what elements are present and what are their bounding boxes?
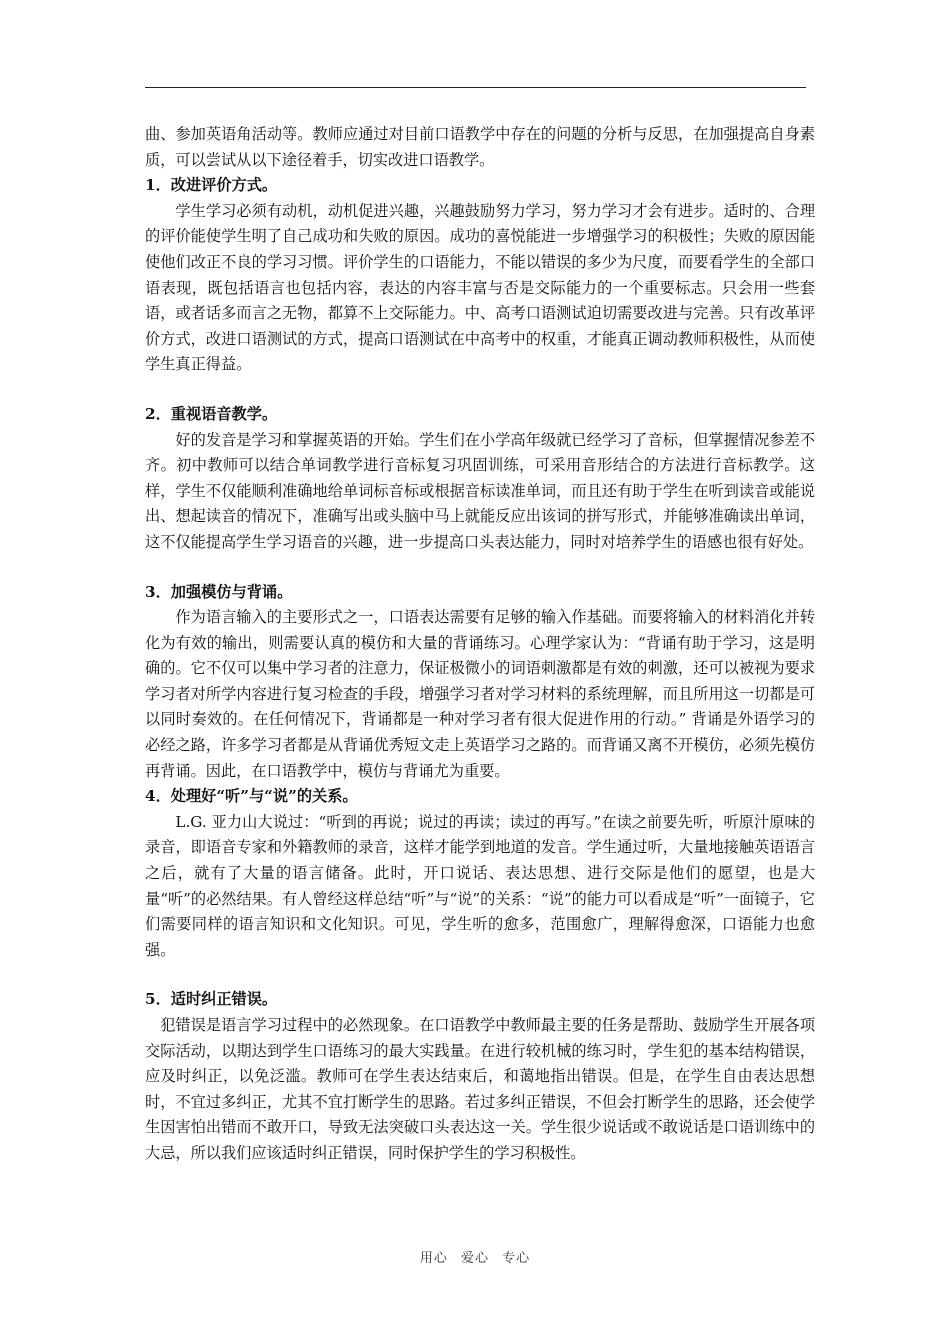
section-1-heading: 1．改进评价方式。 <box>145 176 278 195</box>
section-gap <box>145 378 815 402</box>
section-gap <box>145 963 815 987</box>
section-3-body: 作为语言输入的主要形式之一，口语表达需要有足够的输入作基础。而要将输入的材料消化并转化为有效的输出，则需要认真的模仿和大量的背诵练习。心理学家认为：“背诵有助于学习，这是明确的。它不仅可以集中学习者的注意力，保证极微小的词语刺激都是有效的刺激，还可以被视为要求学习者对所学内容进行复习检查的手段，增强学习者对学习材料的系统理解，而且所用这一切都是可以同时奏效的。在任何情况下，背诵都是一种对学习者有很大促进作用的行动。” 背诵是外语学习的必经之路，许多学习者都是从背诵优秀短文走上英语学习之路的。而背诵又离不开模仿，必须先模仿再背诵。因此，在口语教学中，模仿与背诵尤为重要。 <box>145 608 815 780</box>
document-body <box>145 122 815 1167</box>
section-3-heading: 3．加强模仿与背诵。 <box>145 582 293 601</box>
section-5-body: 犯错误是语言学习过程中的必然现象。在口语教学中教师最主要的任务是帮助、鼓励学生开展各项交际活动，以期达到学生口语练习的最大实践量。在进行较机械的练习时，学生犯的基本结构错误，应及时纠正，以免泛滥。教师可在学生表达结束后，和蔼地指出错误。但是，在学生自由表达思想时，不宜过多纠正，尤其不宜打断学生的思路。若过多纠正错误，不但会打断学生的思路，还会使学生因害怕出错而不敢开口，导致无法突破口头表达这一关。学生很少说话或不敢说话是口语训练中的大忌，所以我们应该适时纠正错误，同时保护学生的学习积极性。 <box>145 1016 815 1162</box>
intro-paragraph: 曲、参加英语角活动等。教师应通过对目前口语教学中存在的问题的分析与反思，在加强提高自身素质，可以尝试从以下途径着手，切实改进口语教学。 <box>145 125 815 169</box>
section-5-heading: 5．适时纠正错误。 <box>145 990 278 1009</box>
section-2-heading: 2．重视语音教学。 <box>145 404 278 423</box>
page-footer: 用心 爱心 专心 <box>419 1251 531 1266</box>
section-1-body: 学生学习必须有动机，动机促进兴趣，兴趣鼓励努力学习，努力学习才会有进步。适时的、合理的评价能使学生明了自己成功和失败的原因。成功的喜悦能进一步增强学习的积极性；失败的原因能使他们改正不良的学习习惯。评价学生的口语能力，不能以错误的多少为尺度，而要看学生的全部口语表现，既包括语言也包括内容，表达的内容丰富与否是交际能力的一个重要标志。只会用一些套语，或者话多而言之无物，都算不上交际能力。中、高考口语测试迫切需要改进与完善。只有改革评价方式，改进口语测试的方式，提高口语测试在中高考中的权重，才能真正调动教师积极性，从而使学生真正得益。 <box>145 201 815 374</box>
section-4-body: L.G. 亚力山大说过：“听到的再说；说过的再读；读过的再写。”在读之前要先听，听原汁原味的录音，即语音专家和外籍教师的录音，这样才能学到地道的发音。学生通过听，大量地接触英语语言之后，就有了大量的语言储备。此时，开口说话、表达思想、进行交际是他们的愿望，也是大量“听”的必然结果。有人曾经这样总结“听”与“说”的关系：“说”的能力可以看成是“听”一面镜子，它们需要同样的语言知识和文化知识。可见，学生听的愈多，范围愈广，理解得愈深，口语能力也愈强。 <box>145 812 815 959</box>
header-rule <box>145 87 806 88</box>
section-2-body: 好的发音是学习和掌握英语的开始。学生们在小学高年级就已经学习了音标，但掌握情况参差不齐。初中教师可以结合单词教学进行音标复习巩固训练，可采用音形结合的方法进行音标教学。这样，学生不仅能顺利准确地给单词标音标或根据音标读准单词，而且还有助于学生在听到读音或能说出、想起读音的情况下，准确写出或头脑中马上就能反应出该词的拼写形式，并能够准确读出单词，这不仅能提高学生学习语音的兴趣，进一步提高口头表达能力，同时对培养学生的语感也很有好处。 <box>145 430 815 551</box>
section-4-heading: 4．处理好“听”与“说”的关系。 <box>145 787 358 806</box>
section-gap <box>145 556 815 580</box>
